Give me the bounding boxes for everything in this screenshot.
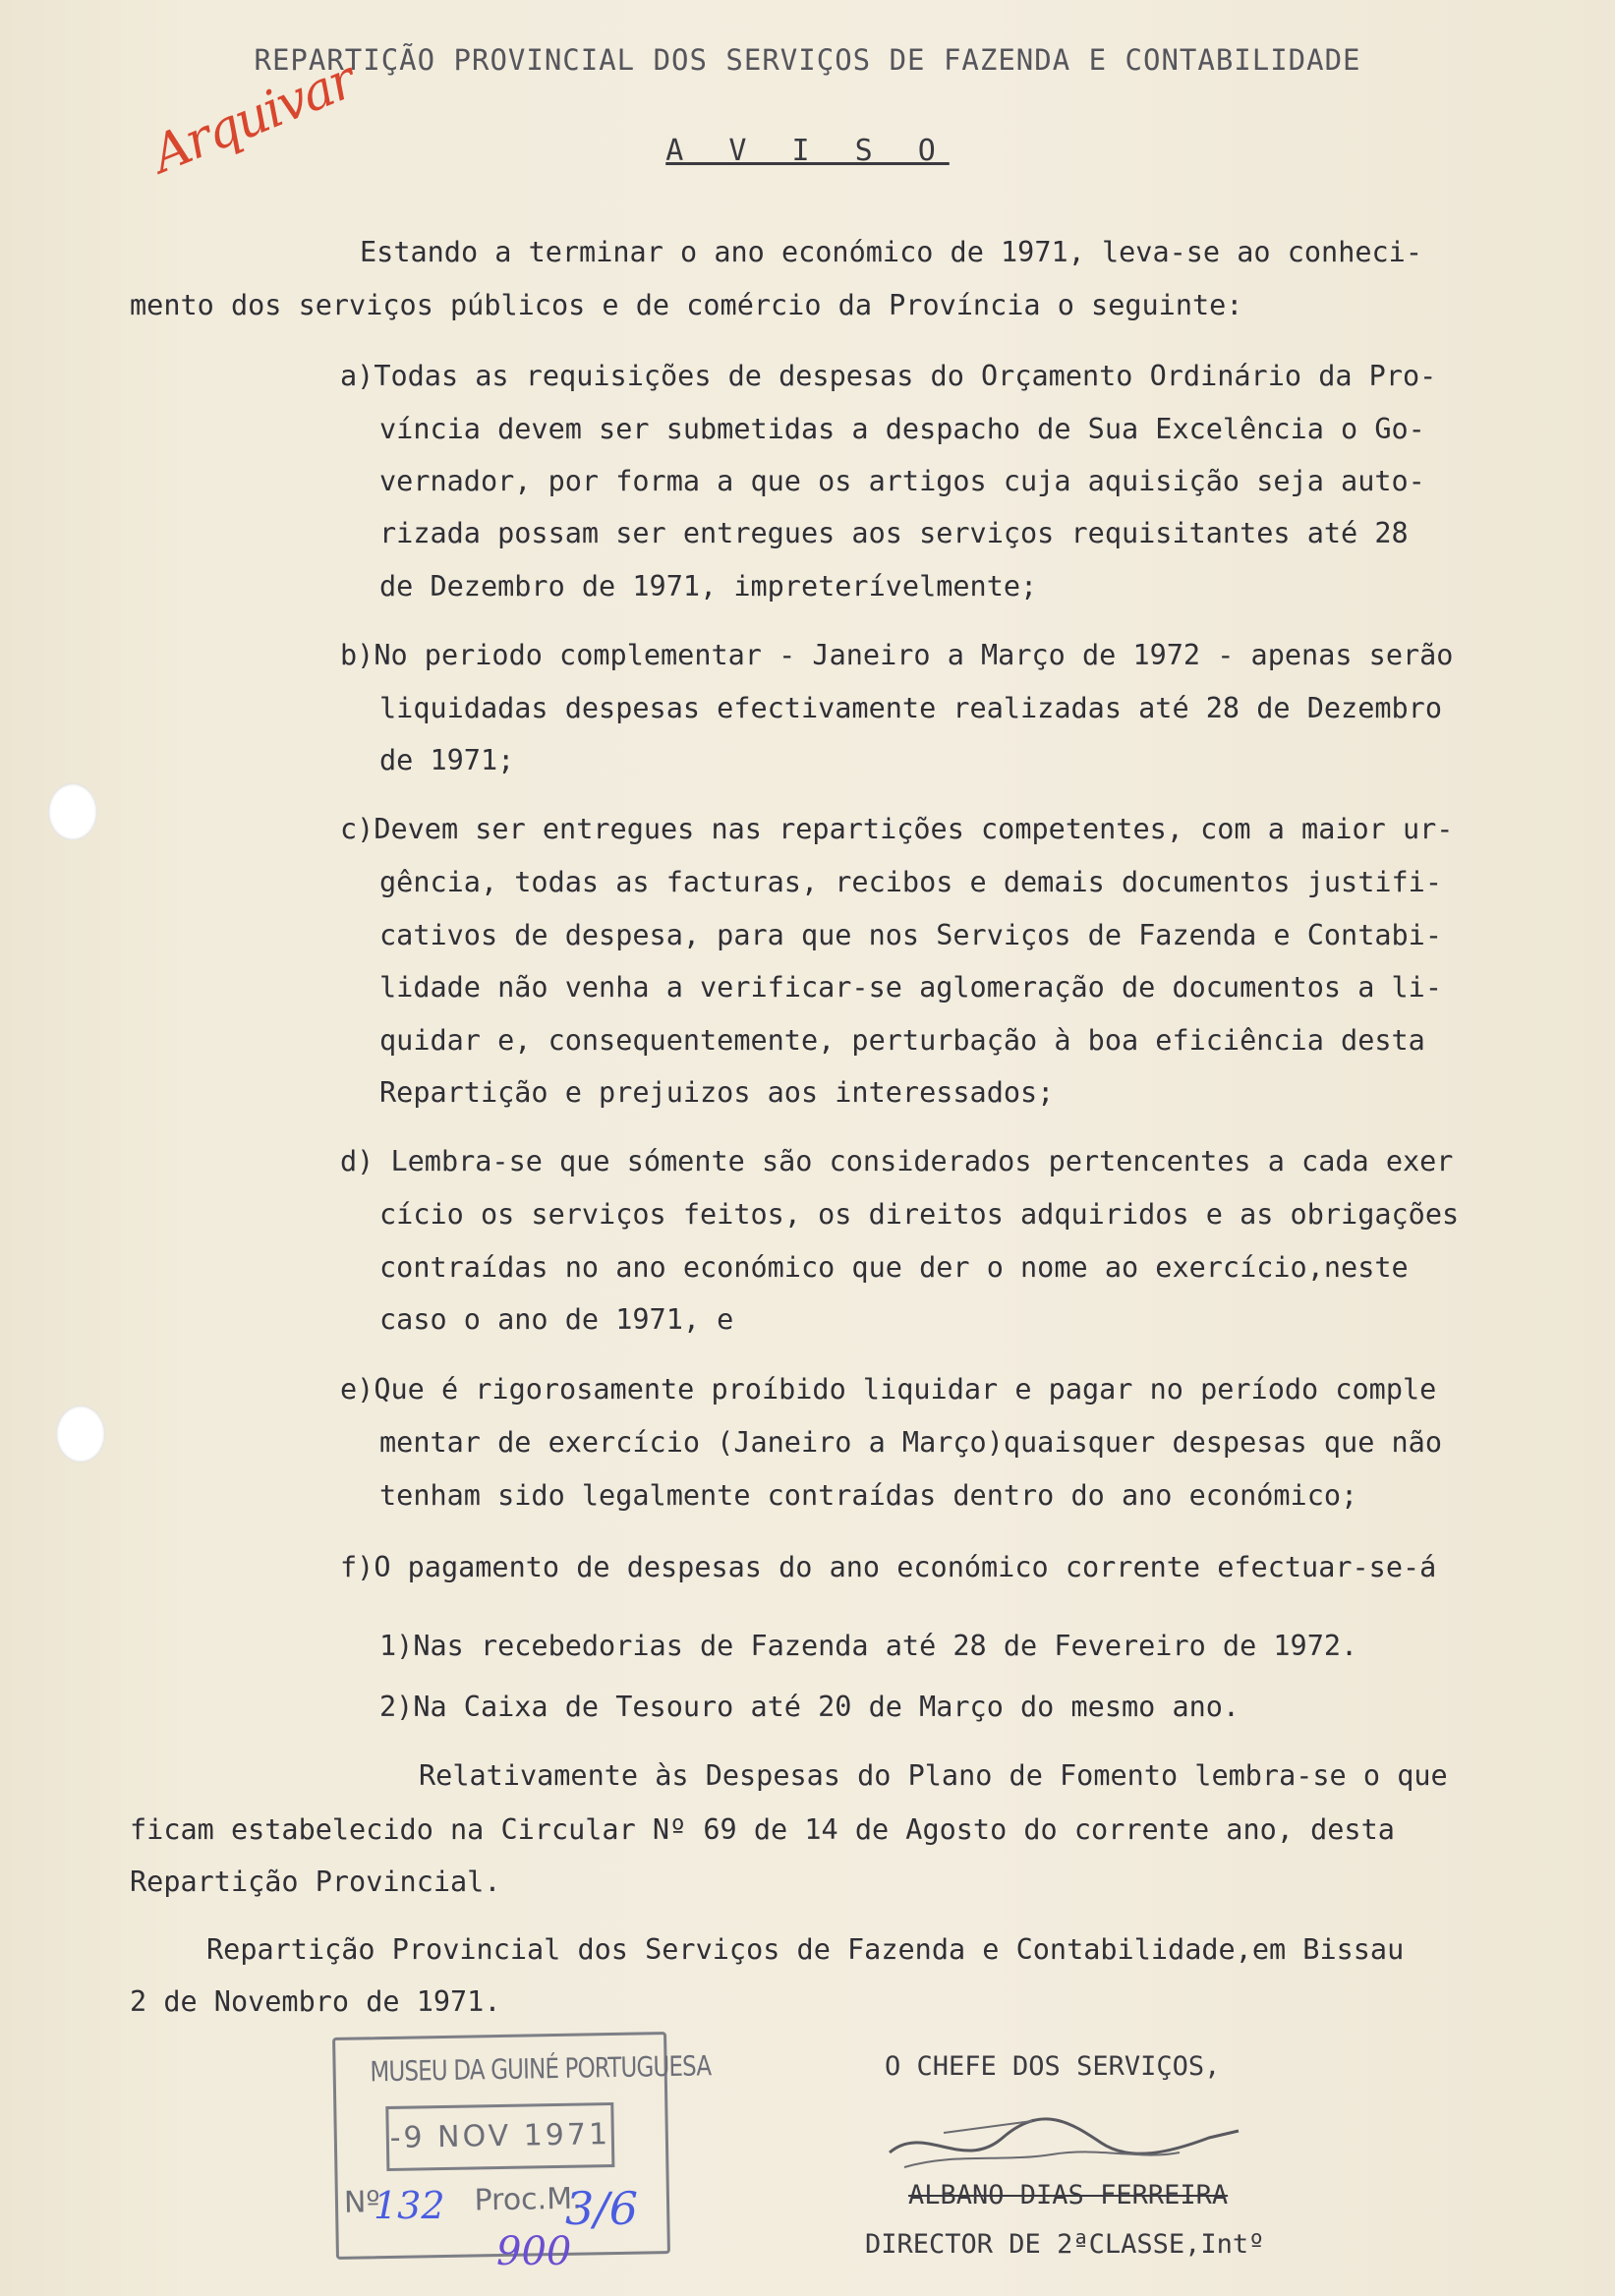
body-line: mentar de exercício (Janeiro a Março)quaisquer despesas que não	[379, 1426, 1442, 1459]
body-line: vernador, por forma a que os artigos cuja aquisição seja auto-	[379, 465, 1425, 497]
body-line: c)Devem ser entregues nas repartições competentes, com a maior ur-	[340, 813, 1454, 845]
body-line: liquidadas despesas efectivamente realizadas até 28 de Dezembro	[379, 692, 1442, 724]
body-line: a)Todas as requisições de despesas do Orçamento Ordinário da Pro-	[340, 360, 1437, 392]
punch-hole-top	[48, 783, 97, 840]
body-line: quidar e, consequentemente, perturbação à boa eficiência desta	[379, 1024, 1425, 1057]
body-line: víncia devem ser submetidas a despacho de Sua Excelência o Go-	[379, 413, 1425, 445]
body-line: Repartição Provincial dos Serviços de Fazenda e Contabilidade,em Bissau	[206, 1933, 1405, 1966]
stamp-number-label: Nº	[343, 2185, 380, 2220]
body-line: b)No periodo complementar - Janeiro a Março de 1972 - apenas serão	[340, 639, 1454, 671]
stamp-extra-value: 900	[496, 2229, 572, 2274]
body-line: ficam estabelecido na Circular Nº 69 de 14 de Agosto do corrente ano, desta	[130, 1813, 1395, 1846]
body-line: mento dos serviços públicos e de comércio da Província o seguinte:	[130, 289, 1243, 321]
signature-scribble	[885, 2084, 1258, 2192]
body-line: cício os serviços feitos, os direitos adquiridos e as obrigações	[379, 1198, 1460, 1231]
handwritten-annotation: Arquivar	[144, 50, 363, 186]
body-line: de Dezembro de 1971, impreterívelmente;	[379, 570, 1038, 603]
body-line: cativos de despesa, para que nos Serviços de Fazenda e Contabi-	[379, 919, 1442, 951]
stamp-institution: MUSEU DA GUINÉ PORTUGUESA	[370, 2049, 712, 2089]
body-line: Estando a terminar o ano económico de 1971, leva-se ao conheci-	[360, 236, 1422, 268]
punch-hole-bottom	[56, 1406, 105, 1463]
body-line: d) Lembra-se que sómente são considerados pertencentes a cada exer	[340, 1145, 1454, 1177]
body-line: 1)Nas recebedorias de Fazenda até 28 de Fevereiro de 1972.	[379, 1630, 1358, 1662]
body-line: contraídas no ano económico que der o nome ao exercício,neste	[379, 1251, 1409, 1284]
body-line: Repartição Provincial.	[130, 1866, 501, 1898]
signature-name: ALBANO DIAS FERREIRA	[908, 2180, 1229, 2210]
stamp-proc-label: Proc.M.	[474, 2181, 582, 2218]
stamp-proc-value: 3/6	[565, 2182, 639, 2235]
document-header: REPARTIÇÃO PROVINCIAL DOS SERVIÇOS DE FAZENDA E CONTABILIDADE	[254, 43, 1361, 77]
stamp-date: -9 NOV 1971	[385, 2102, 614, 2171]
body-line: e)Que é rigorosamente proíbido liquidar e pagar no período comple	[340, 1373, 1437, 1406]
body-line: Repartição e prejuizos aos interessados;	[379, 1076, 1055, 1109]
body-line: tenham sido legalmente contraídas dentro do ano económico;	[379, 1479, 1358, 1512]
document-title: A V I S O	[665, 134, 950, 168]
body-line: 2)Na Caixa de Tesouro até 20 de Março do mesmo ano.	[379, 1691, 1240, 1723]
body-line: 2 de Novembro de 1971.	[130, 1985, 501, 2018]
body-line: de 1971;	[379, 744, 515, 776]
signature-title: DIRECTOR DE 2ªCLASSE,Intº	[865, 2229, 1265, 2260]
signature-role: O CHEFE DOS SERVIÇOS,	[885, 2051, 1221, 2082]
body-line: f)O pagamento de despesas do ano económico corrente efectuar-se-á	[340, 1551, 1437, 1583]
body-line: caso o ano de 1971, e	[379, 1303, 734, 1336]
body-line: rizada possam ser entregues aos serviços requisitantes até 28	[379, 517, 1409, 549]
stamp-number-value: 132	[374, 2184, 445, 2227]
body-line: Relativamente às Despesas do Plano de Fomento lembra-se o que	[419, 1759, 1448, 1792]
body-line: gência, todas as facturas, recibos e demais documentos justifi-	[379, 866, 1442, 898]
body-line: lidade não venha a verificar-se aglomeração de documentos a li-	[379, 971, 1442, 1004]
